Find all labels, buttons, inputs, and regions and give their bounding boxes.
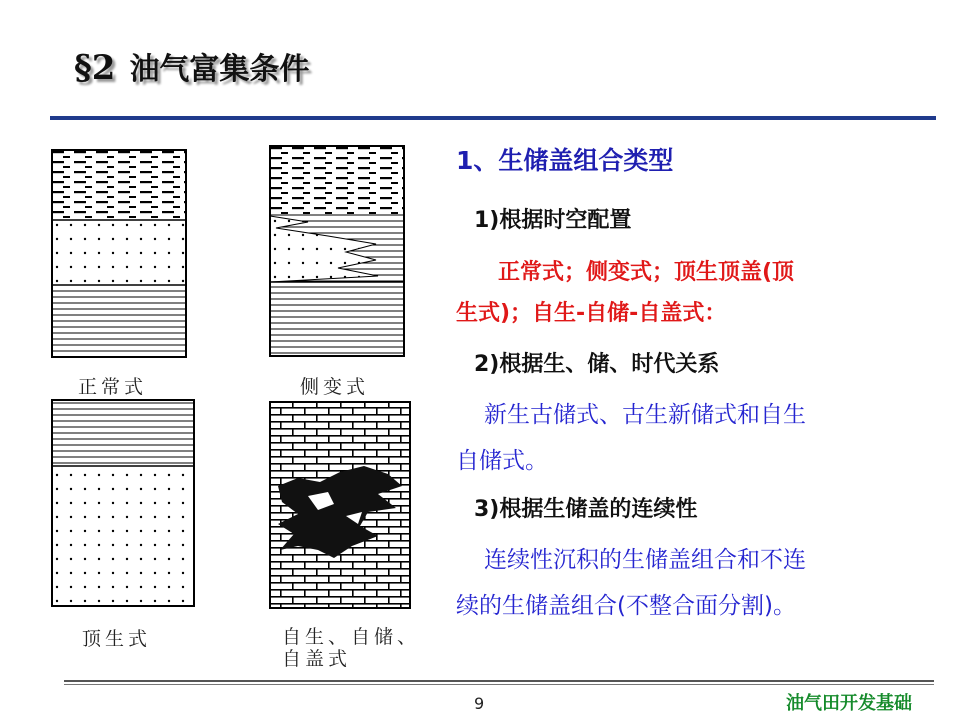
diagram-self (268, 400, 414, 612)
footer-divider (64, 680, 934, 682)
diagram-normal (50, 148, 190, 360)
item1-title: 1)根据时空配置 (474, 208, 632, 233)
footer-title: 油气田开发基础 (786, 693, 912, 714)
item2-title: 2)根据生、储、时代关系 (474, 352, 720, 377)
caption-self-line2: 自盖式 (282, 648, 352, 670)
caption-self-line1: 自生、自储、 (282, 626, 421, 648)
item3-line2: 续的生储盖组合(不整合面分割)。 (456, 593, 796, 619)
title-text: 油气富集条件 (129, 52, 310, 87)
item3-title: 3)根据生储盖的连续性 (474, 497, 698, 522)
caption-lateral: 侧变式 (300, 376, 370, 398)
item3-line1: 连续性沉积的生储盖组合和不连 (484, 547, 806, 573)
caption-normal: 正常式 (78, 376, 148, 398)
title-symbol: §2 (74, 48, 116, 88)
item1-line1: 正常式；侧变式；顶生顶盖(顶 (498, 260, 795, 285)
diagram-lateral (268, 144, 408, 360)
title-divider (50, 116, 936, 120)
slide-title (74, 44, 309, 88)
caption-top: 顶生式 (82, 628, 152, 650)
item2-line1: 新生古储式、古生新储式和自生 (484, 402, 806, 428)
page-number: 9 (474, 694, 485, 713)
diagram-top (50, 398, 198, 610)
footer-divider-thin (64, 684, 934, 685)
item2-line2: 自储式。 (456, 448, 548, 474)
item1-line2: 生式)；自生-自储-自盖式： (456, 301, 727, 326)
section-heading: 1、生储盖组合类型 (456, 146, 674, 175)
